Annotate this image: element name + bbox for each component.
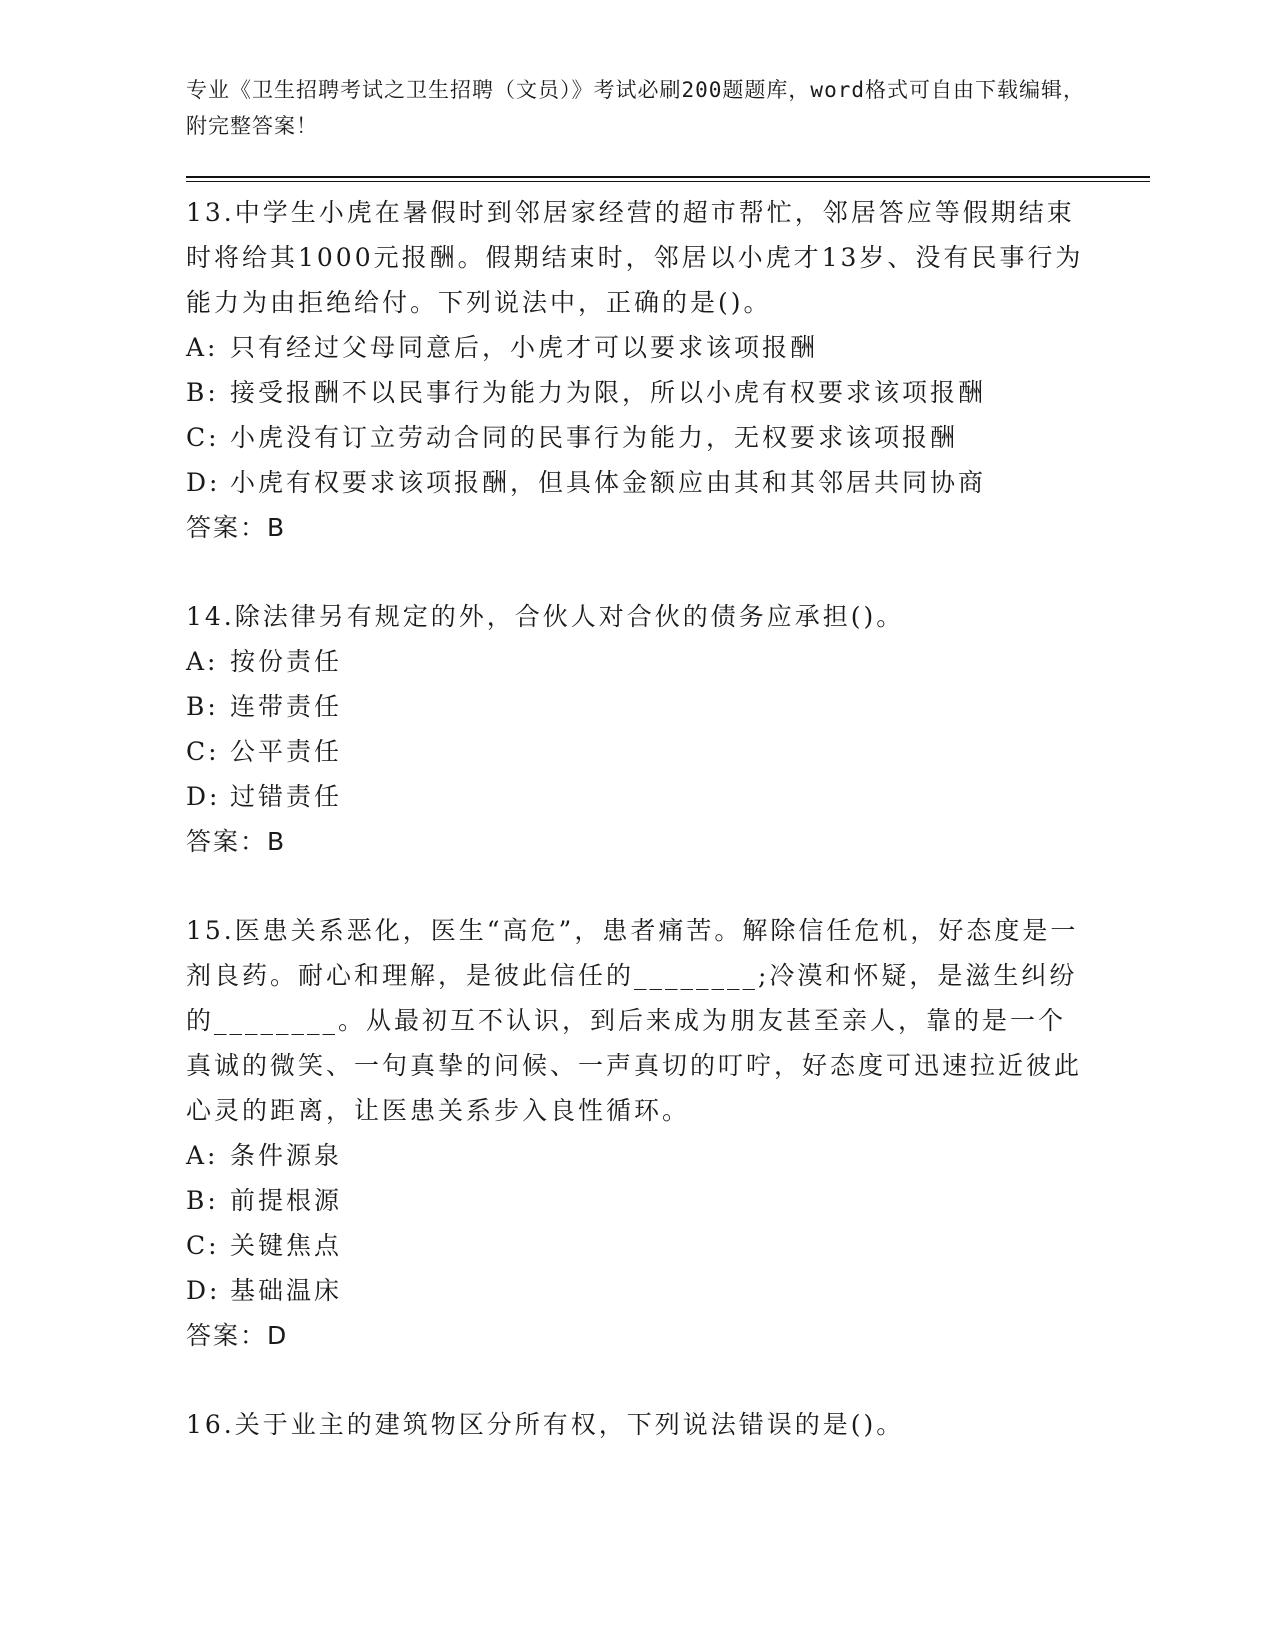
option-b	[186, 1178, 1086, 1223]
option-text: 只有经过父母同意后，小虎才可以要求该项报酬	[230, 333, 819, 362]
option-letter: D:	[186, 468, 221, 497]
option-letter: A:	[186, 1141, 219, 1170]
option-a	[186, 639, 1086, 684]
question-14	[186, 594, 1086, 864]
option-c	[186, 729, 1086, 774]
option-letter: B:	[186, 692, 219, 721]
option-letter: B:	[186, 1186, 219, 1215]
option-text: 小虎有权要求该项报酬，但具体金额应由其和其邻居共同协商	[230, 468, 987, 497]
option-letter: D:	[186, 1276, 221, 1305]
option-a	[186, 1133, 1086, 1178]
option-text: 过错责任	[230, 782, 343, 811]
option-letter: A:	[186, 647, 219, 676]
question-15	[186, 908, 1086, 1358]
option-letter: C:	[186, 737, 220, 766]
option-letter: A:	[186, 333, 219, 362]
option-letter: B:	[186, 378, 219, 407]
question-16	[186, 1402, 1086, 1447]
option-letter: C:	[186, 423, 220, 452]
option-d	[186, 1268, 1086, 1313]
question-stem: 16.关于业主的建筑物区分所有权，下列说法错误的是()。	[186, 1410, 905, 1439]
option-d	[186, 774, 1086, 819]
answer-line: 答案：D	[186, 1321, 289, 1350]
option-c	[186, 1223, 1086, 1268]
option-letter: D:	[186, 782, 221, 811]
option-text: 条件源泉	[230, 1141, 343, 1170]
option-text: 接受报酬不以民事行为能力为限，所以小虎有权要求该项报酬	[230, 378, 987, 407]
answer-line: 答案：B	[186, 827, 287, 856]
option-text: 前提根源	[230, 1186, 343, 1215]
option-text: 小虎没有订立劳动合同的民事行为能力，无权要求该项报酬	[230, 423, 959, 452]
option-d	[186, 460, 1086, 505]
option-b	[186, 370, 1086, 415]
document-header: 专业《卫生招聘考试之卫生招聘（文员）》考试必刷200题题库，word格式可自由下载编辑，附完整答案！	[186, 78, 1085, 138]
option-letter: C:	[186, 1231, 220, 1260]
option-c	[186, 415, 1086, 460]
option-text: 关键焦点	[230, 1231, 343, 1260]
question-stem: 15.医患关系恶化，医生“高危”，患者痛苦。解除信任危机，好态度是一剂良药。耐心和理解，是彼此信任的________;冷漠和怀疑，是滋生纠纷的________。从最初互不认识，到后来成为朋友甚至亲人，靠的是一个真诚的微笑、一句真挚的问候、一声真切的叮咛，好态度可迅速拉近彼此心灵的距离，让医患关系步入良性循环。	[186, 916, 1083, 1125]
header-divider-thick	[186, 176, 1150, 178]
option-text: 公平责任	[230, 737, 343, 766]
header-divider-thin	[186, 181, 1150, 182]
question-stem: 14.除法律另有规定的外，合伙人对合伙的债务应承担()。	[186, 602, 905, 631]
question-13	[186, 190, 1086, 550]
option-a	[186, 325, 1086, 370]
option-b	[186, 684, 1086, 729]
question-list	[186, 190, 1086, 1491]
question-stem: 13.中学生小虎在暑假时到邻居家经营的超市帮忙，邻居答应等假期结束时将给其1000元报酬。假期结束时，邻居以小虎才13岁、没有民事行为能力为由拒绝给付。下列说法中，正确的是()。	[186, 198, 1084, 317]
answer-line: 答案：B	[186, 513, 287, 542]
option-text: 按份责任	[230, 647, 343, 676]
option-text: 基础温床	[230, 1276, 343, 1305]
option-text: 连带责任	[230, 692, 343, 721]
